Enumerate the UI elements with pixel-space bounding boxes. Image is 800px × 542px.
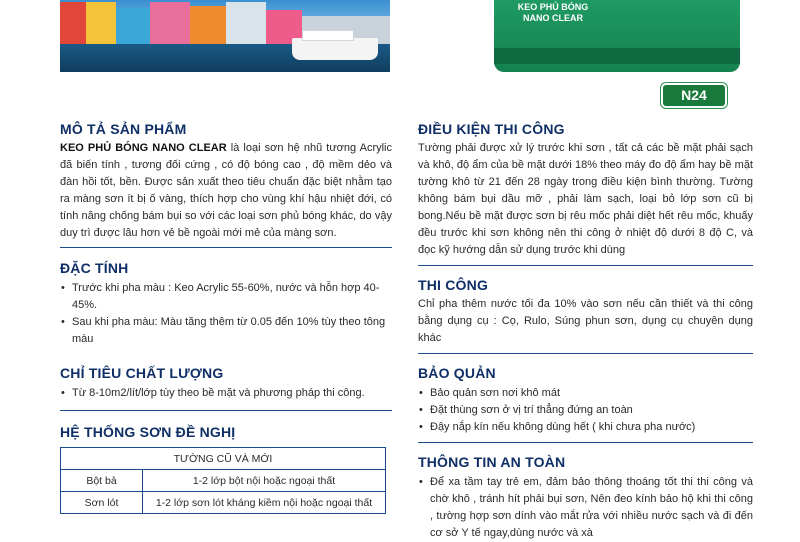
divider — [418, 442, 753, 443]
list-item: • Từ 8-10m2/lít/lớp tùy theo bề mặt và phương pháp thi công. — [60, 385, 392, 402]
description-title: MÔ TẢ SẢN PHẨM — [60, 121, 187, 137]
conditions-title: ĐIỀU KIỆN THI CÔNG — [418, 121, 565, 137]
paint-system-title: HỆ THỐNG SƠN ĐỀ NGHỊ — [60, 424, 236, 440]
can-label-left: KEO PHỦ BÓNG NANO CLEAR — [517, 2, 589, 23]
section-application — [418, 276, 753, 354]
description-text — [60, 140, 392, 242]
table-cell: 1-2 lớp bột nội hoặc ngoại thất — [143, 470, 386, 492]
paint-can-right — [592, 0, 740, 72]
section-quality — [60, 364, 392, 411]
safety-title: THÔNG TIN AN TOÀN — [418, 454, 566, 470]
hero-photo — [60, 0, 390, 72]
section-properties — [60, 259, 392, 348]
conditions-text: Tường phải được xử lý trước khi sơn , tất cả các bề mặt phải sạch và khô, độ ẩm của bề mặt dưới 18% theo máy đo độ ẩm hay bề mặt tường khô từ 21 đến 28 ngày trong điều kiện bình thường. Tường không bám bụi dầu mỡ , phải làm sạch, loại bỏ lớp sơn cũ bị bong.Nếu bề mặt được sơn bị rêu mốc phải diệt hết rêu mốc, khuấy đều trước khi sơn không nên thi công ở nhiệt độ dưới 8 độ C, và đọc kỹ hướng dẫn sử dụng trước khi dùng — [418, 142, 753, 256]
application-text: Chỉ pha thêm nước tối đa 10% vào sơn nếu cần thiết và thi công bằng dụng cụ : Cọ, Rulo, Súng phun sơn, dụng cụ chuyên dụng khác — [418, 298, 753, 344]
list-item: • Đặt thùng sơn ở vị trí thẳng đứng an toàn — [418, 402, 753, 419]
list-item: • Đậy nắp kín nếu không dùng hết ( khi chưa pha nước) — [418, 419, 753, 436]
divider — [418, 353, 753, 354]
application-title: THI CÔNG — [418, 277, 489, 293]
section-description — [60, 120, 392, 248]
table-cell: Sơn lót — [61, 492, 143, 514]
list-item: • Trước khi pha màu : Keo Acrylic 55-60%, nước và hỗn hợp 40-45%. — [60, 280, 392, 314]
left-column — [60, 120, 392, 514]
divider — [60, 410, 392, 411]
product-name: KEO PHỦ BÓNG NANO CLEAR — [60, 142, 227, 154]
section-storage — [418, 364, 753, 443]
divider — [418, 265, 753, 266]
list-item: • Bảo quản sơn nơi khô mát — [418, 385, 753, 402]
table-cell: 1-2 lớp sơn lót kháng kiềm nội hoặc ngoại thất — [143, 492, 386, 514]
table-row — [61, 492, 386, 514]
right-column — [418, 120, 753, 542]
section-conditions — [418, 120, 753, 266]
boat — [292, 38, 378, 60]
list-item: • Để xa tầm tay trẻ em, đảm bảo thông thoáng tốt thi thi công và chờ khô , tránh hít phải bụi sơn, Nên đeo kính bảo hộ khi thi công , tường hợp sơn dính vào mắt rửa với nhiều nước sạch và đi đến cơ sở Y tế ngay,dùng nước và xà — [418, 474, 753, 542]
quality-title: CHỈ TIÊU CHẤT LƯỢNG — [60, 365, 224, 381]
product-code-badge: N24 — [663, 85, 725, 106]
product-cans — [490, 0, 740, 74]
table-row — [61, 470, 386, 492]
section-safety — [418, 453, 753, 542]
list-item: • Sau khi pha màu: Màu tăng thêm từ 0.05 đến 10% tùy theo tông màu — [60, 314, 392, 348]
properties-title: ĐẶC TÍNH — [60, 260, 129, 276]
paint-system-table — [60, 447, 386, 514]
divider — [60, 247, 392, 248]
table-header: TƯỜNG CŨ VÀ MỚI — [61, 448, 386, 470]
description-body: là loại sơn hệ nhũ tương Acrylic đã biến tính , tương đối cứng , có độ bóng cao , độ mềm dẻo và đàn hồi tốt, bền. Được sản xuất theo tiêu chuẩn đặc biệt nhằm tạo ra màng sơn ít bị ố vàng, thích hợp cho vùng khí hậu nhiệt đới, có tính năng chống bám bụi so với các loại sơn phủ bóng khác, do vậy duy trì được lâu hơn vẻ bề ngoài mới mẻ của màng sơn. — [60, 142, 392, 239]
section-paint-system — [60, 423, 392, 514]
table-cell: Bột bả — [61, 470, 143, 492]
storage-title: BẢO QUẢN — [418, 365, 496, 381]
